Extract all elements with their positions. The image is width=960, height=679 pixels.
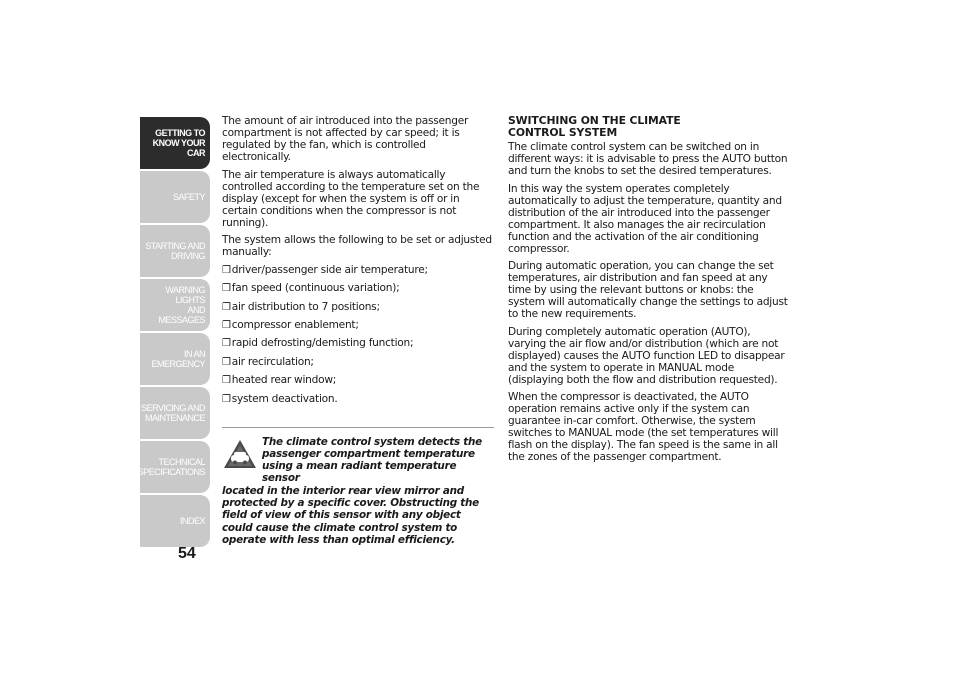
warning-divider xyxy=(222,427,494,428)
paragraph: When the compressor is deactivated, the AUTO operation remains active only if the system can guarantee in-car comfort. Otherwise, the system switches to MANUAL mode (the set temperatures will flash on the display). The fan speed is the same in all the zones of the passenger compartment. xyxy=(508,391,779,464)
tab-in-an-emergency[interactable]: IN AN EMERGENCY xyxy=(140,333,210,385)
tab-safety[interactable]: SAFETY xyxy=(140,171,210,223)
warning-text: located in the interior rear view mirror and protected by a specific cover. Obstructing the field of view of this sensor with any object could cause the climate control system to operate with less than optimal efficiency. xyxy=(222,484,479,546)
warning-box xyxy=(222,436,494,547)
list-item: ❒fan speed (continuous variation); xyxy=(222,282,400,295)
list-item: ❒driver/passenger side air temperature; xyxy=(222,263,428,276)
car-warning-triangle-icon xyxy=(222,438,258,470)
settings-list xyxy=(222,264,494,406)
tab-technical-specifications[interactable]: TECHNICAL SPECIFICATIONS xyxy=(140,441,210,493)
right-column xyxy=(508,115,791,469)
checkbox-bullet-icon: ❒ xyxy=(222,283,231,295)
tab-getting-to-know-your-car[interactable]: GETTING TO KNOW YOUR CAR xyxy=(140,117,210,169)
checkbox-bullet-icon: ❒ xyxy=(222,338,231,350)
list-item: ❒compressor enablement; xyxy=(222,318,359,331)
checkbox-bullet-icon: ❒ xyxy=(222,356,231,368)
paragraph: The climate control system can be switched on in different ways: it is advisable to press the AUTO button and turn the knobs to set the desired temperatures. xyxy=(508,141,788,177)
page-number: 54 xyxy=(178,545,196,562)
checkbox-bullet-icon: ❒ xyxy=(222,375,231,387)
paragraph: The amount of air introduced into the passenger compartment is not affected by car speed; it is regulated by the fan, which is controlled electronically. xyxy=(222,115,469,163)
tab-starting-and-driving[interactable]: STARTING AND DRIVING xyxy=(140,225,210,277)
paragraph: In this way the system operates completely automatically to adjust the temperature, quantity and distribution of the air introduced into the passenger compartment. It also manages the air recirculation function and the activation of the air conditioning compressor. xyxy=(508,182,782,255)
tab-servicing[interactable]: SERVICING AND MAINTENANCE xyxy=(140,387,210,439)
paragraph: The system allows the following to be set or adjusted manually: xyxy=(222,234,492,259)
left-column xyxy=(222,115,494,546)
paragraph: During completely automatic operation (AUTO), varying the air flow and/or distribution (which are not displayed) causes the AUTO function LED to disappear and the system to operate in MANUAL mode (displaying both the flow and distribution requested). xyxy=(508,325,785,386)
checkbox-bullet-icon: ❒ xyxy=(222,393,231,405)
warning-lead-text: The climate control system detects the passenger compartment temperature using a mean radiant temperature sensor xyxy=(262,435,482,485)
section-heading: SWITCHING ON THE CLIMATE CONTROL SYSTEM xyxy=(508,114,681,139)
list-item: ❒rapid defrosting/demisting function; xyxy=(222,337,414,350)
tab-index[interactable]: INDEX xyxy=(140,495,210,547)
paragraph: During automatic operation, you can change the set temperatures, air distribution and fan speed at any time by using the relevant buttons or knobs: the system will automatically change the settings to adjust to the new requirements. xyxy=(508,260,788,321)
list-item: ❒system deactivation. xyxy=(222,392,338,405)
checkbox-bullet-icon: ❒ xyxy=(222,301,231,313)
paragraph: The air temperature is always automatically controlled according to the temperature set on the display (except for when the system is off or in certain conditions when the compressor is not running). xyxy=(222,168,480,229)
checkbox-bullet-icon: ❒ xyxy=(222,264,231,276)
list-item: ❒air recirculation; xyxy=(222,355,314,368)
checkbox-bullet-icon: ❒ xyxy=(222,319,231,331)
list-item: ❒air distribution to 7 positions; xyxy=(222,300,380,313)
tab-warning-lights[interactable]: WARNING LIGHTS AND MESSAGES xyxy=(140,279,210,331)
list-item: ❒heated rear window; xyxy=(222,374,337,387)
